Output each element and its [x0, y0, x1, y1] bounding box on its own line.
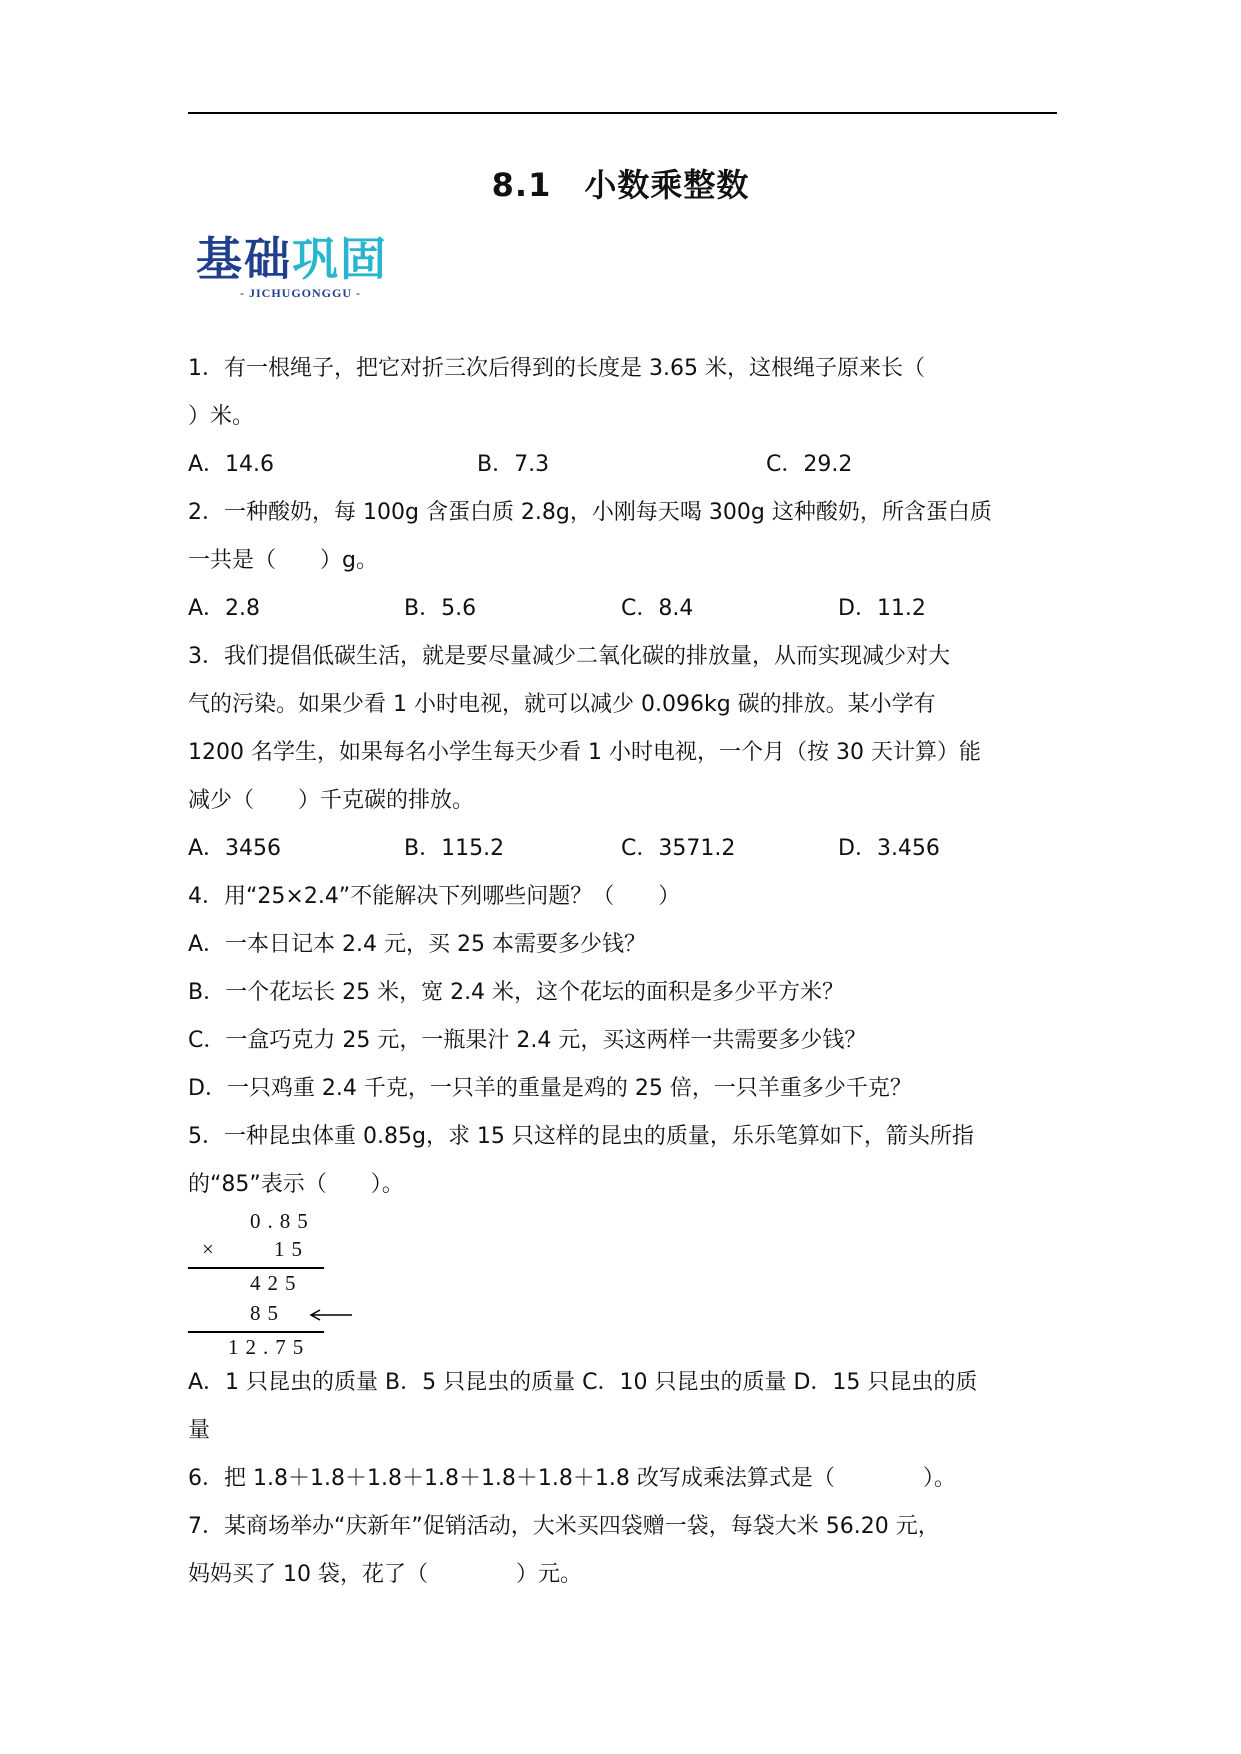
question-7-line-2: 妈妈买了 10 袋，花了（ ）元。	[188, 1562, 582, 1587]
logo-text-dark: 基础	[196, 232, 292, 286]
question-4-stem: 4．用“25×2.4”不能解决下列哪些问题？（ ）	[188, 884, 681, 909]
option-b: B．7.3	[477, 452, 550, 477]
page-title: 8.1 小数乘整数	[491, 166, 750, 204]
question-4-option-a: A．一本日记本 2.4 元，买 25 本需要多少钱？	[188, 932, 647, 957]
option-c: C．29.2	[766, 452, 853, 477]
question-4-option-c: C．一盒巧克力 25 元，一瓶果汁 2.4 元，买这两样一共需要多少钱？	[188, 1028, 867, 1053]
calc-partial-2: 85	[250, 1301, 285, 1325]
header-rule	[188, 112, 1057, 114]
option-d: D．11.2	[838, 596, 926, 621]
question-2-line-1: 2．一种酸奶，每 100g 含蛋白质 2.8g，小刚每天喝 300g 这种酸奶，所含蛋白质	[188, 500, 992, 525]
questions	[188, 345, 1058, 1599]
option-b: B．5.6	[404, 596, 477, 621]
question-1-options	[188, 441, 1058, 489]
calc-multiplicand: 0.85	[250, 1209, 315, 1233]
calc-rule-2	[188, 1331, 324, 1333]
logo-title	[196, 232, 416, 286]
question-2-line-2: 一共是（ ）g。	[188, 548, 378, 573]
option-d: D．3.456	[838, 836, 940, 861]
question-3-line-3: 1200 名学生，如果每名小学生每天少看 1 小时电视，一个月（按 30 天计算）能	[188, 740, 981, 765]
option-a: A．14.6	[188, 452, 275, 477]
question-6: 6．把 1.8＋1.8＋1.8＋1.8＋1.8＋1.8＋1.8 改写成乘法算式是（ ）。	[188, 1466, 956, 1491]
logo-subtitle: - JICHUGONGGU -	[240, 286, 361, 300]
option-c: C．8.4	[621, 596, 694, 621]
calc-partial-1: 425	[250, 1271, 303, 1295]
question-5-options-line-1: A．1 只昆虫的质量 B．5 只昆虫的质量 C．10 只昆虫的质量 D．15 只昆虫的质	[188, 1370, 978, 1395]
question-3-line-1: 3．我们提倡低碳生活，就是要尽量减少二氧化碳的排放量，从而实现减少对大	[188, 644, 950, 669]
question-3-options	[188, 825, 1058, 873]
question-1-line-1: 1．有一根绳子，把它对折三次后得到的长度是 3.65 米，这根绳子原来长（	[188, 356, 925, 381]
question-2-options	[188, 585, 1058, 633]
option-a: A．2.8	[188, 596, 261, 621]
section-logo	[196, 232, 416, 308]
vertical-multiplication	[188, 1209, 1058, 1359]
question-3-line-2: 气的污染。如果少看 1 小时电视，就可以减少 0.096kg 碳的排放。某小学有	[188, 692, 936, 717]
option-b: B．115.2	[404, 836, 505, 861]
calc-rule-1	[188, 1267, 324, 1269]
calc-multiplier: 15	[274, 1237, 309, 1261]
question-4-option-d: D．一只鸡重 2.4 千克，一只羊的重量是鸡的 25 倍，一只羊重多少千克？	[188, 1076, 912, 1101]
question-5-options-line-2: 量	[188, 1418, 211, 1443]
question-7-line-1: 7．某商场举办“庆新年”促销活动，大米买四袋赠一袋，每袋大米 56.20 元，	[188, 1514, 940, 1539]
question-5-line-2: 的“85”表示（ ）。	[188, 1172, 404, 1197]
question-1-line-2: ）米。	[188, 404, 255, 429]
option-c: C．3571.2	[621, 836, 736, 861]
calc-times-sign: ×	[202, 1237, 221, 1261]
logo-text-light: 巩固	[292, 232, 388, 286]
question-5-line-1: 5．一种昆虫体重 0.85g，求 15 只这样的昆虫的质量，乐乐笔算如下，箭头所指	[188, 1124, 974, 1149]
left-arrow-icon	[308, 1309, 352, 1321]
question-3-line-4: 减少（ ）千克碳的排放。	[188, 788, 475, 813]
question-4-option-b: B．一个花坛长 25 米，宽 2.4 米，这个花坛的面积是多少平方米？	[188, 980, 845, 1005]
option-a: A．3456	[188, 836, 282, 861]
calc-result: 12.75	[228, 1335, 311, 1359]
